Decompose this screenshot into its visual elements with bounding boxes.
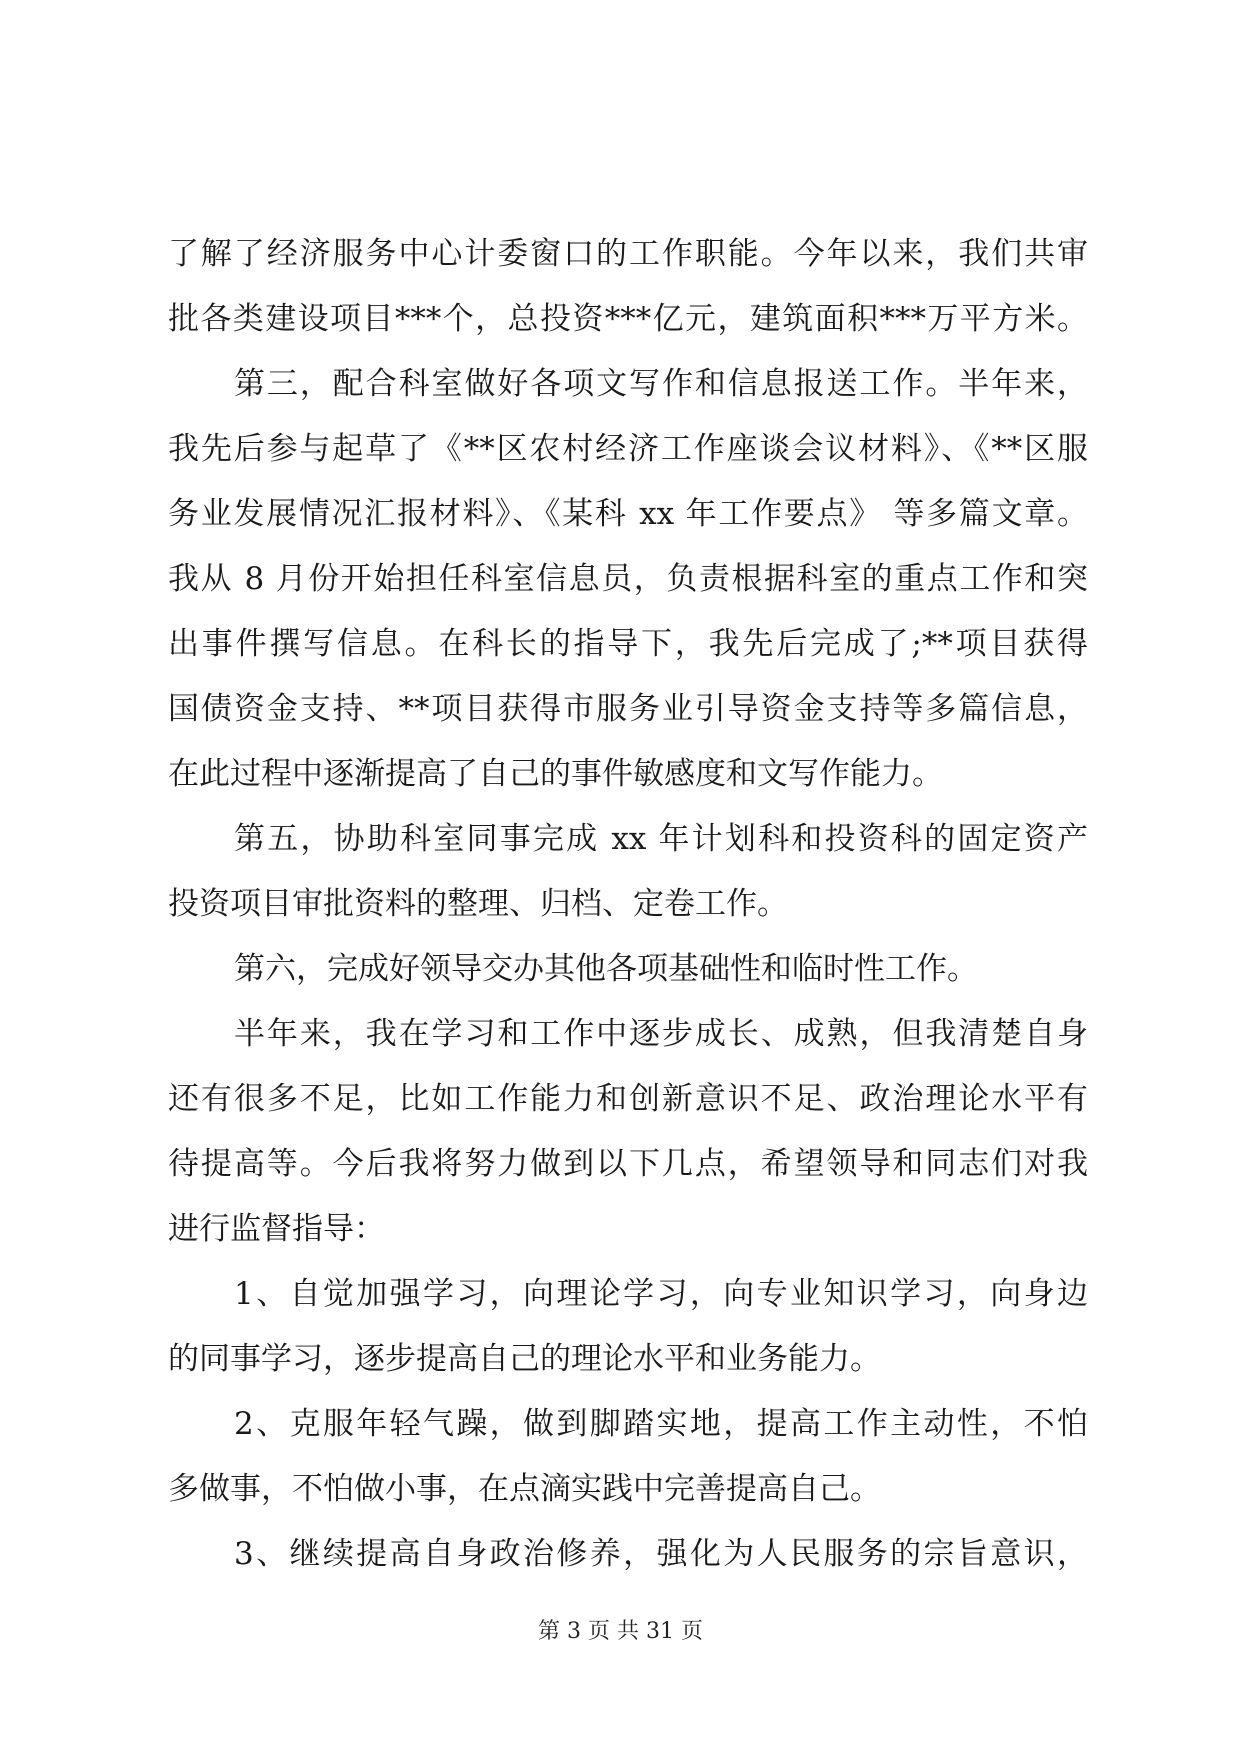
text-line: 出事件撰写信息。在科长的指导下，我先后完成了;**项目获得 <box>168 626 1088 662</box>
paragraph-start-line: 3、继续提高自身政治修养，强化为人民服务的宗旨意识， <box>234 1536 1088 1572</box>
text-line: 进行监督指导： <box>168 1211 385 1247</box>
text-line: 国债资金支持、**项目获得市服务业引导资金支持等多篇信息， <box>168 691 1088 727</box>
text-line: 我先后参与起草了《**区农村经济工作座谈会议材料》、《**区服 <box>168 431 1088 467</box>
text-line: 待提高等。今后我将努力做到以下几点，希望领导和同志们对我 <box>168 1146 1088 1182</box>
text-line: 还有很多不足，比如工作能力和创新意识不足、政治理论水平有 <box>168 1081 1088 1117</box>
paragraph-start-line: 第三，配合科室做好各项文写作和信息报送工作。半年来， <box>234 366 1088 402</box>
page-number-footer: 第 3 页 共 31 页 <box>538 1619 703 1644</box>
text-line: 批各类建设项目***个，总投资***亿元，建筑面积***万平方米。 <box>168 301 1088 337</box>
paragraph-start-line: 第六，完成好领导交办其他各项基础性和临时性工作。 <box>234 951 978 987</box>
text-line: 我从 8 月份开始担任科室信息员，负责根据科室的重点工作和突 <box>168 561 1088 597</box>
text-line: 务业发展情况汇报材料》、《某科 xx 年工作要点》 等多篇文章。 <box>168 496 1088 532</box>
paragraph-start-line: 1、自觉加强学习，向理论学习，向专业知识学习，向身边 <box>234 1276 1088 1312</box>
paragraph-start-line: 第五，协助科室同事完成 xx 年计划科和投资科的固定资产 <box>234 821 1088 857</box>
text-line: 了解了经济服务中心计委窗口的工作职能。今年以来，我们共审 <box>168 236 1088 272</box>
document-body <box>168 222 1088 1587</box>
text-line: 在此过程中逐渐提高了自己的事件敏感度和文写作能力。 <box>168 756 943 792</box>
paragraph-start-line: 半年来，我在学习和工作中逐步成长、成熟，但我清楚自身 <box>234 1016 1088 1052</box>
text-line: 多做事，不怕做小事，在点滴实践中完善提高自己。 <box>168 1471 881 1507</box>
paragraph-start-line: 2、克服年轻气躁，做到脚踏实地，提高工作主动性，不怕 <box>234 1406 1088 1442</box>
text-line: 投资项目审批资料的整理、归档、定卷工作。 <box>168 886 788 922</box>
text-line: 的同事学习，逐步提高自己的理论水平和业务能力。 <box>168 1341 881 1377</box>
